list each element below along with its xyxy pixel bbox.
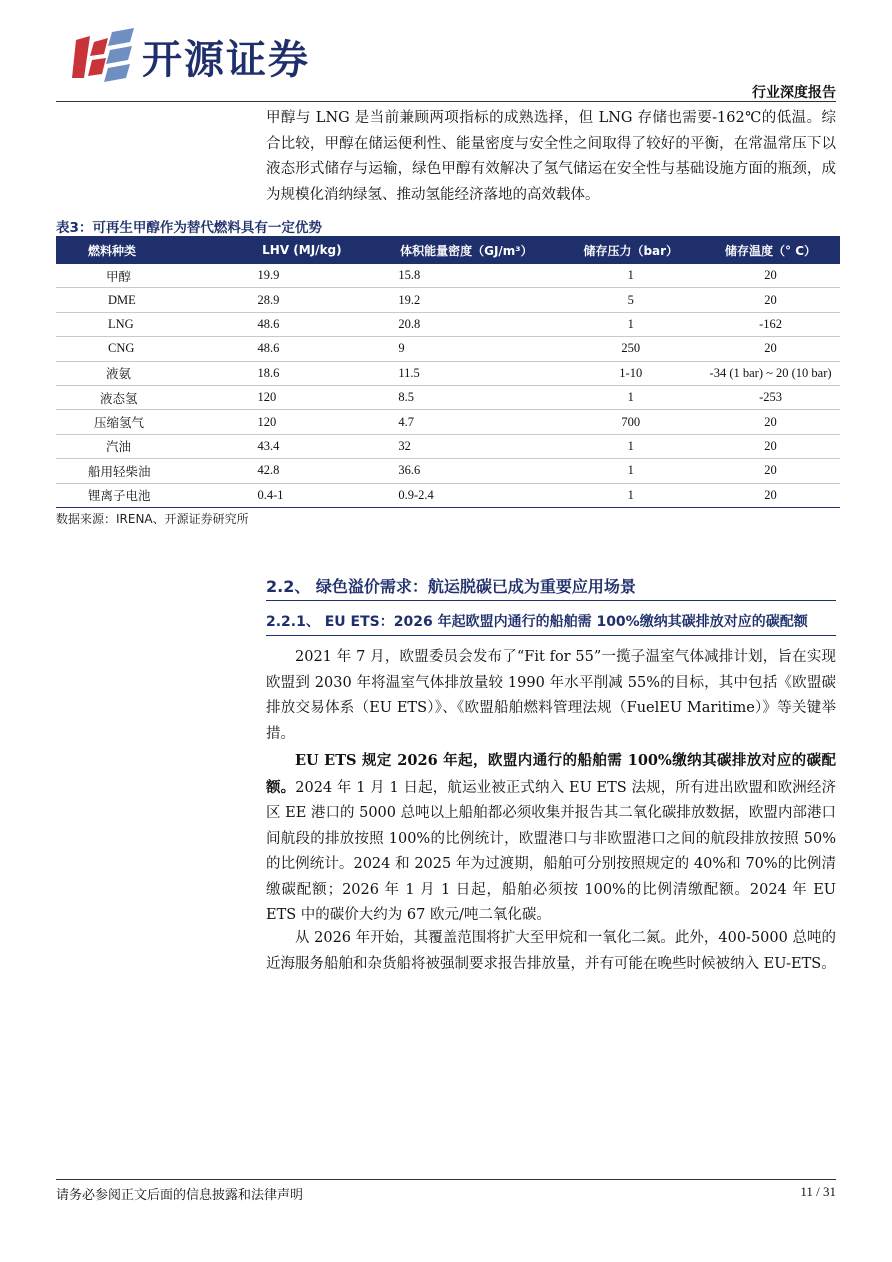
- table-cell: 9: [372, 337, 560, 361]
- table-cell: -253: [701, 385, 840, 409]
- table-cell: 120: [231, 385, 372, 409]
- body-paragraph: [266, 748, 836, 929]
- table-cell: 液态氢: [56, 385, 231, 409]
- table-cell: -34 (1 bar) ~ 20 (10 bar): [701, 361, 840, 385]
- table-cell: 19.2: [372, 288, 560, 312]
- table-cell: 20.8: [372, 312, 560, 336]
- table-header-row: [56, 236, 840, 264]
- subsection-divider: [266, 635, 836, 636]
- table-cell: 28.9: [231, 288, 372, 312]
- table-cell: 船用轻柴油: [56, 459, 231, 483]
- table-cell: 250: [560, 337, 701, 361]
- table-cell: 43.4: [231, 434, 372, 458]
- table-cell: 120: [231, 410, 372, 434]
- column-header: 体积能量密度（GJ/m³）: [372, 236, 560, 264]
- table-cell: 1: [560, 483, 701, 507]
- table-row: [56, 288, 840, 312]
- table-cell: 甲醇: [56, 264, 231, 288]
- subsection-heading: 2.2.1、 EU ETS：2026 年起欧盟内通行的船舶需 100%缴纳其碳排放对应的碳配额: [266, 614, 808, 630]
- table-source-note: 数据来源：IRENA、开源证券研究所: [56, 512, 249, 526]
- table-title: 表3：可再生甲醇作为替代燃料具有一定优势: [56, 220, 322, 236]
- table-cell: 0.4-1: [231, 483, 372, 507]
- brand-logo-icon: [72, 26, 136, 82]
- table-cell: 1: [560, 385, 701, 409]
- table-cell: 1: [560, 459, 701, 483]
- report-type-label: 行业深度报告: [752, 85, 836, 101]
- fuel-comparison-table: [56, 236, 840, 508]
- page-number: 11 / 31: [800, 1184, 836, 1199]
- intro-paragraph: 甲醇与 LNG 是当前兼顾两项指标的成熟选择，但 LNG 存储也需要-162℃的低温。综合比较，甲醇在储运便利性、能量密度与安全性之间取得了较好的平衡，在常温常压下以液态形式储存与运输，绿色甲醇有效解决了氢气储运在安全性与基础设施方面的瓶颈，成为规模化消纳绿氢、推动氢能经济落地的高效载体。: [266, 110, 836, 203]
- table-cell: 液氨: [56, 361, 231, 385]
- table-cell: 20: [701, 410, 840, 434]
- table-cell: 20: [701, 288, 840, 312]
- table-cell: 1: [560, 434, 701, 458]
- table-cell: 20: [701, 434, 840, 458]
- table-cell: DME: [56, 288, 231, 312]
- table-row: [56, 264, 840, 288]
- table-cell: 压缩氢气: [56, 410, 231, 434]
- table-cell: 15.8: [372, 264, 560, 288]
- table-row: [56, 483, 840, 507]
- table-cell: -162: [701, 312, 840, 336]
- section-divider: [266, 600, 836, 601]
- table-row: [56, 337, 840, 361]
- table-row: [56, 361, 840, 385]
- table-cell: 18.6: [231, 361, 372, 385]
- body-paragraph: 2021 年 7 月，欧盟委员会发布了“Fit for 55”一揽子温室气体减排计划，旨在实现欧盟到 2030 年将温室气体排放量较 1990 年水平削减 55%的目标，其中包括《欧盟碳排放交易体系（EU ETS）》、《欧盟船舶燃料管理法规（FuelEU Maritime）》等关键举措。: [266, 649, 836, 742]
- table-row: [56, 410, 840, 434]
- table-cell: 32: [372, 434, 560, 458]
- table-cell: 5: [560, 288, 701, 312]
- column-header: 储存温度（° C）: [701, 236, 840, 264]
- column-header: LHV (MJ/kg): [231, 236, 372, 264]
- table-cell: 700: [560, 410, 701, 434]
- table-cell: LNG: [56, 312, 231, 336]
- table-cell: 20: [701, 459, 840, 483]
- paragraph-text: 2024 年 1 月 1 日起，航运业被正式纳入 EU ETS 法规，所有进出欧盟和欧洲经济区 EE 港口的 5000 总吨以上船舶都必须收集并报告其二氧化碳排放数据，欧盟内部港口间航段的排放按照 100%的比例统计，欧盟港口与非欧盟港口之间的航段排放按照 50%的比例统计。2024 和 2025 年为过渡期，船舶可分别按照规定的 40%和 70%的比例清缴碳配额；2026 年 1 月 1 日起，船舶必须按 100%的比例清缴配额。2024 年 EU ETS 中的碳价大约为 67 欧元/吨二氧化碳。: [266, 779, 837, 923]
- paragraph-lead-bold: EU ETS 规定 2026 年起，欧盟内通行的船舶需 100%缴纳其碳排放对应的碳配额。: [266, 752, 836, 796]
- table-cell: 19.9: [231, 264, 372, 288]
- table-cell: 锂离子电池: [56, 483, 231, 507]
- table-cell: 1-10: [560, 361, 701, 385]
- table-cell: 1: [560, 312, 701, 336]
- table-cell: 8.5: [372, 385, 560, 409]
- brand-logo: [72, 26, 372, 82]
- table-row: [56, 459, 840, 483]
- table-cell: 48.6: [231, 337, 372, 361]
- column-header: 燃料种类: [56, 236, 231, 264]
- column-header: 储存压力（bar）: [560, 236, 701, 264]
- table-row: [56, 312, 840, 336]
- footer-disclaimer: 请务必参阅正文后面的信息披露和法律声明: [56, 1188, 304, 1203]
- footer-divider: [56, 1179, 836, 1180]
- table-cell: 48.6: [231, 312, 372, 336]
- table-cell: 20: [701, 483, 840, 507]
- table-cell: 42.8: [231, 459, 372, 483]
- table-cell: 0.9-2.4: [372, 483, 560, 507]
- table-cell: 20: [701, 337, 840, 361]
- table-cell: CNG: [56, 337, 231, 361]
- header-divider: [56, 101, 836, 102]
- section-heading: 2.2、 绿色溢价需求：航运脱碳已成为重要应用场景: [266, 577, 636, 596]
- table-row: [56, 434, 840, 458]
- table-cell: 4.7: [372, 410, 560, 434]
- body-paragraph: 从 2026 年开始，其覆盖范围将扩大至甲烷和一氧化二氮。此外，400-5000 总吨的近海服务船舶和杂货船将被强制要求报告排放量，并有可能在晚些时候被纳入 EU-ETS。: [266, 930, 836, 972]
- table-cell: 汽油: [56, 434, 231, 458]
- table-cell: 36.6: [372, 459, 560, 483]
- table-row: [56, 385, 840, 409]
- table-cell: 11.5: [372, 361, 560, 385]
- table-cell: 20: [701, 264, 840, 288]
- brand-name: 开源证券: [142, 37, 310, 83]
- table-cell: 1: [560, 264, 701, 288]
